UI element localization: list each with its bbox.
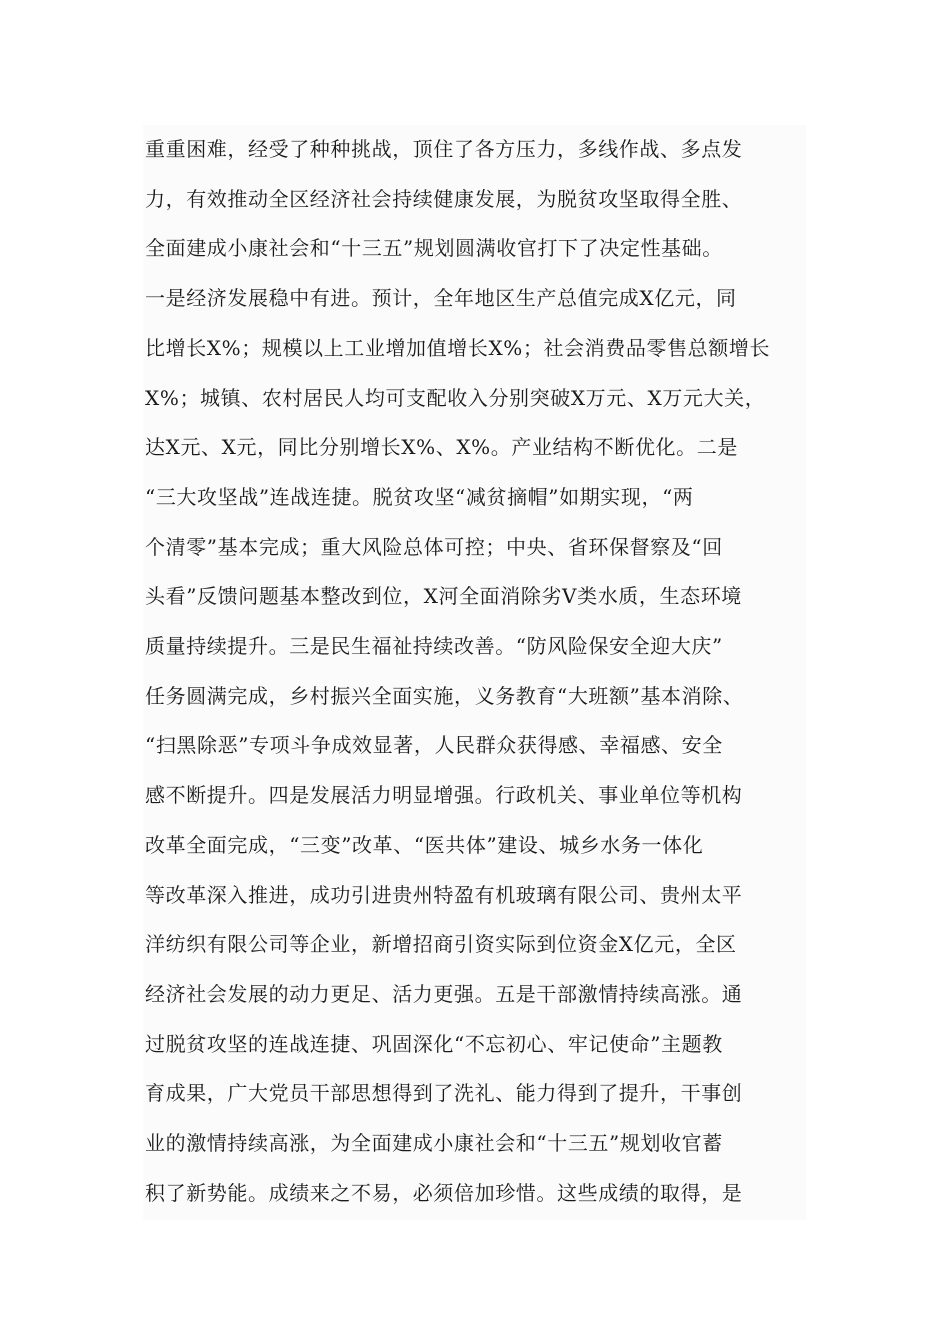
text-line: 感不断提升。四是发展活力明显增强。行政机关、事业单位等机构	[145, 783, 743, 808]
text-line: 重重困难，经受了种种挑战，顶住了各方压力，多线作战、多点发	[145, 137, 743, 161]
text-line: 积了新势能。成绩来之不易，必须倍加珍惜。这些成绩的取得，是	[145, 1180, 743, 1205]
text-line: 头看”反馈问题基本整改到位，X河全面消除劣V类水质，生态环境	[145, 584, 742, 609]
text-line: 洋纺织有限公司等企业，新增招商引资实际到位资金X亿元，全区	[145, 932, 737, 957]
text-line: 过脱贫攻坚的连战连捷、巩固深化“不忘初心、牢记使命”主题教	[145, 1031, 723, 1056]
text-line: X%；城镇、农村居民人均可支配收入分别突破X万元、X万元大关，	[145, 385, 766, 410]
text-block	[143, 125, 806, 1220]
text-line: “扫黑除恶”专项斗争成效显著，人民群众获得感、幸福感、安全	[145, 733, 723, 758]
text-line: 质量持续提升。三是民生福祉持续改善。“防风险保安全迎大庆”	[145, 634, 723, 658]
text-line: 力，有效推动全区经济社会持续健康发展，为脱贫攻坚取得全胜、	[145, 186, 743, 211]
text-line: 改革全面完成，“三变”改革、“医共体”建设、城乡水务一体化	[145, 832, 704, 857]
text-line: 育成果，广大党员干部思想得到了洗礼、能力得到了提升，干事创	[145, 1081, 743, 1106]
text-line: 等改革深入推进，成功引进贵州特盈有机玻璃有限公司、贵州太平	[145, 882, 743, 907]
text-line: 比增长X%；规模以上工业增加值增长X%；社会消费品零售总额增长	[145, 335, 771, 360]
text-line: 一是经济发展稳中有进。预计，全年地区生产总值完成X亿元，同	[145, 286, 737, 311]
text-line: 个清零”基本完成；重大风险总体可控；中央、省环保督察及“回	[145, 534, 723, 559]
text-line: 经济社会发展的动力更足、活力更强。五是干部激情持续高涨。通	[145, 981, 743, 1006]
text-line: 全面建成小康社会和“十三五”规划圆满收官打下了决定性基础。	[145, 236, 723, 261]
text-line: “三大攻坚战”连战连捷。脱贫攻坚“减贫摘帽”如期实现，“两	[145, 484, 694, 509]
text-line: 任务圆满完成，乡村振兴全面实施，义务教育“大班额”基本消除、	[145, 683, 744, 708]
text-line: 业的激情持续高涨，为全面建成小康社会和“十三五”规划收官蓄	[145, 1131, 723, 1155]
text-line: 达X元、X元，同比分别增长X%、X%。产业结构不断优化。二是	[145, 435, 738, 460]
